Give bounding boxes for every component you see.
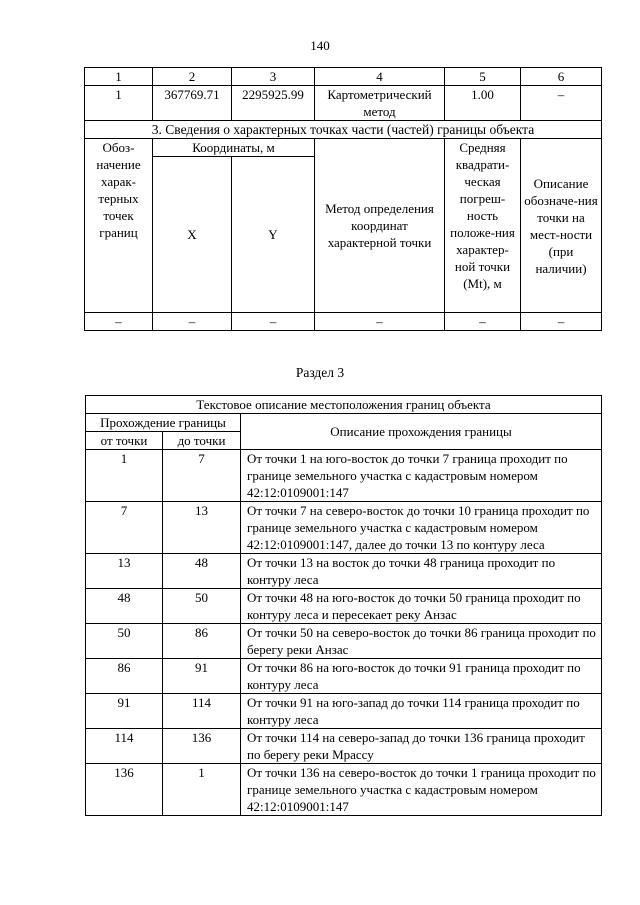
header-row-1	[86, 414, 602, 432]
cell-empty: –	[315, 313, 445, 331]
col-number: 2	[153, 68, 232, 86]
table-row	[86, 450, 602, 502]
cell-description: От точки 50 на северо-восток до точки 86 граница проходит по берегу реки Анзас	[241, 624, 602, 659]
cell-x: 367769.71	[153, 86, 232, 121]
cell-from: 91	[86, 694, 163, 729]
col-number: 1	[85, 68, 153, 86]
cell-from: 48	[86, 589, 163, 624]
cell-error: 1.00	[445, 86, 521, 121]
cell-to: 114	[163, 694, 241, 729]
header-to: до точки	[163, 432, 241, 450]
cell-from: 114	[86, 729, 163, 764]
cell-description: От точки 136 на северо-восток до точки 1 граница проходит по границе земельного участка с кадастровым номером 42:12:0109001:147	[241, 764, 602, 816]
table-title: Текстовое описание местоположения границ объекта	[86, 396, 602, 414]
table-row	[86, 729, 602, 764]
col-number: 6	[521, 68, 602, 86]
header-from: от точки	[86, 432, 163, 450]
section-title: 3. Сведения о характерных точках части (частей) границы объекта	[85, 121, 602, 139]
cell-to: 136	[163, 729, 241, 764]
cell-from: 136	[86, 764, 163, 816]
cell-description: От точки 114 на северо-запад до точки 136 граница проходит по берегу реки Мрассу	[241, 729, 602, 764]
boundary-description-table	[85, 395, 602, 816]
header-number-row	[85, 68, 602, 86]
header-description: Описание обозначе-ния точки на мест-ности (при наличии)	[521, 139, 602, 313]
header-method: Метод определения координат характерной точки	[315, 139, 445, 313]
cell-to: 50	[163, 589, 241, 624]
table-row	[86, 589, 602, 624]
header-error: Средняя квадрати-ческая погреш-ность положе-ния характер-ной точки (Mt), м	[445, 139, 521, 313]
cell-to: 48	[163, 554, 241, 589]
table-row	[86, 554, 602, 589]
cell-to: 1	[163, 764, 241, 816]
cell-from: 7	[86, 502, 163, 554]
header-y: Y	[232, 157, 315, 313]
header-designation: Обоз-начение харак-терных точек границ	[85, 139, 153, 313]
cell-empty: –	[521, 313, 602, 331]
cell-description: –	[521, 86, 602, 121]
header-passage: Прохождение границы	[86, 414, 241, 432]
col-number: 4	[315, 68, 445, 86]
cell-description: От точки 48 на юго-восток до точки 50 граница проходит по контуру леса и пересекает реку Анзас	[241, 589, 602, 624]
table-row	[86, 764, 602, 816]
cell-to: 86	[163, 624, 241, 659]
cell-empty: –	[445, 313, 521, 331]
points-table	[84, 67, 602, 331]
col-number: 3	[232, 68, 315, 86]
cell-description: От точки 13 на восток до точки 48 граница проходит по контуру леса	[241, 554, 602, 589]
cell-method: Картометрический метод	[315, 86, 445, 121]
cell-description: От точки 91 на юго-запад до точки 114 граница проходит по контуру леса	[241, 694, 602, 729]
table-row	[86, 502, 602, 554]
cell-empty: –	[85, 313, 153, 331]
section-heading: Раздел 3	[295, 365, 345, 380]
table-row	[85, 86, 602, 121]
cell-empty: –	[232, 313, 315, 331]
cell-to: 91	[163, 659, 241, 694]
cell-empty: –	[153, 313, 232, 331]
cell-from: 50	[86, 624, 163, 659]
cell-from: 13	[86, 554, 163, 589]
page-number: 140	[310, 38, 330, 53]
header-coordinates: Координаты, м	[153, 139, 315, 157]
section-title-row	[85, 121, 602, 139]
cell-from: 86	[86, 659, 163, 694]
table-row	[85, 313, 602, 331]
header-x: X	[153, 157, 232, 313]
table-row	[86, 659, 602, 694]
col-number: 5	[445, 68, 521, 86]
cell-y: 2295925.99	[232, 86, 315, 121]
header-description: Описание прохождения границы	[241, 414, 602, 450]
title-row	[86, 396, 602, 414]
cell-to: 13	[163, 502, 241, 554]
cell-to: 7	[163, 450, 241, 502]
cell-description: От точки 1 на юго-восток до точки 7 граница проходит по границе земельного участка с кадастровым номером 42:12:0109001:147	[241, 450, 602, 502]
cell-description: От точки 86 на юго-восток до точки 91 граница проходит по контуру леса	[241, 659, 602, 694]
cell-from: 1	[86, 450, 163, 502]
cell-point: 1	[85, 86, 153, 121]
header-row-1	[85, 139, 602, 157]
table-row	[86, 694, 602, 729]
table-row	[86, 624, 602, 659]
cell-description: От точки 7 на северо-восток до точки 10 граница проходит по границе земельного участка с кадастровым номером 42:12:0109001:147, далее до точки 13 по контуру леса	[241, 502, 602, 554]
